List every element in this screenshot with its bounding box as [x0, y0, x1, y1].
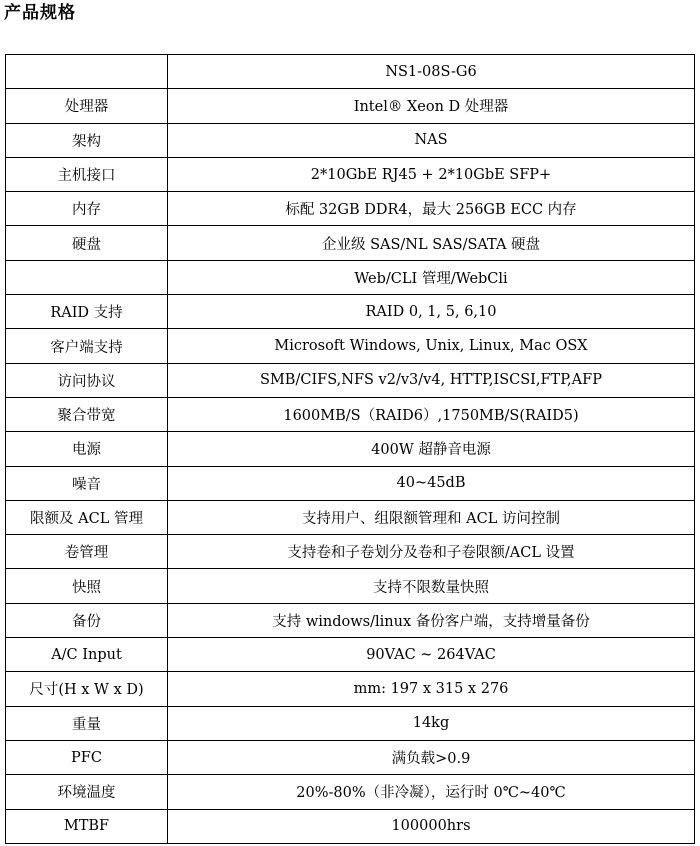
spec-value: NS1-08S-G6: [168, 55, 695, 89]
spec-label: MTBF: [6, 809, 168, 843]
spec-value: 2*10GbE RJ45 + 2*10GbE SFP+: [168, 157, 695, 191]
spec-row: [6, 123, 695, 157]
spec-value: mm: 197 x 315 x 276: [168, 672, 695, 706]
spec-value: 20%-80%（非冷凝），运行时 0℃~40℃: [168, 775, 695, 809]
spec-label: 处理器: [6, 89, 168, 123]
spec-label: 电源: [6, 432, 168, 466]
spec-label: 环境温度: [6, 775, 168, 809]
spec-value: 支持用户、组限额管理和 ACL 访问控制: [168, 500, 695, 534]
spec-table-body: [6, 55, 695, 844]
spec-row: [6, 500, 695, 534]
spec-value: 标配 32GB DDR4，最大 256GB ECC 内存: [168, 192, 695, 226]
spec-label: RAID 支持: [6, 295, 168, 329]
spec-label: 架构: [6, 123, 168, 157]
spec-label: 限额及 ACL 管理: [6, 500, 168, 534]
spec-value: 1600MB/S（RAID6）,1750MB/S(RAID5): [168, 397, 695, 431]
spec-row: [6, 157, 695, 191]
spec-value: 企业级 SAS/NL SAS/SATA 硬盘: [168, 226, 695, 260]
spec-label: 噪音: [6, 466, 168, 500]
spec-value: 支持 windows/linux 备份客户端，支持增量备份: [168, 603, 695, 637]
spec-value: Microsoft Windows, Unix, Linux, Mac OSX: [168, 329, 695, 363]
spec-label: PFC: [6, 740, 168, 774]
spec-label: [6, 260, 168, 294]
spec-row: [6, 809, 695, 843]
spec-row: [6, 89, 695, 123]
spec-value: 100000hrs: [168, 809, 695, 843]
spec-row: [6, 638, 695, 672]
spec-value: 14kg: [168, 706, 695, 740]
spec-row: [6, 226, 695, 260]
spec-value: 支持卷和子卷划分及卷和子卷限额/ACL 设置: [168, 535, 695, 569]
spec-row: [6, 397, 695, 431]
spec-row: [6, 740, 695, 774]
spec-row: [6, 672, 695, 706]
spec-value: 支持不限数量快照: [168, 569, 695, 603]
spec-table: [5, 54, 695, 844]
spec-row: [6, 260, 695, 294]
spec-row: [6, 706, 695, 740]
spec-row: [6, 329, 695, 363]
spec-row: [6, 775, 695, 809]
spec-label: [6, 55, 168, 89]
spec-label: 主机接口: [6, 157, 168, 191]
spec-label: 快照: [6, 569, 168, 603]
spec-row: [6, 192, 695, 226]
spec-value: SMB/CIFS,NFS v2/v3/v4, HTTP,ISCSI,FTP,AFP: [168, 363, 695, 397]
spec-label: 卷管理: [6, 535, 168, 569]
spec-row: [6, 603, 695, 637]
spec-row: [6, 55, 695, 89]
spec-value: Web/CLI 管理/WebCli: [168, 260, 695, 294]
spec-label: 聚合带宽: [6, 397, 168, 431]
spec-row: [6, 432, 695, 466]
spec-label: 重量: [6, 706, 168, 740]
spec-label: 客户端支持: [6, 329, 168, 363]
spec-value: 90VAC ~ 264VAC: [168, 638, 695, 672]
spec-row: [6, 466, 695, 500]
spec-value: 400W 超静音电源: [168, 432, 695, 466]
page-heading: 产品规格: [4, 3, 76, 23]
spec-label: 硬盘: [6, 226, 168, 260]
spec-value: 40~45dB: [168, 466, 695, 500]
spec-row: [6, 295, 695, 329]
spec-row: [6, 535, 695, 569]
spec-value: RAID 0, 1, 5, 6,10: [168, 295, 695, 329]
spec-label: A/C Input: [6, 638, 168, 672]
spec-value: 满负载>0.9: [168, 740, 695, 774]
spec-row: [6, 569, 695, 603]
spec-value: NAS: [168, 123, 695, 157]
spec-label: 尺寸(H x W x D): [6, 672, 168, 706]
spec-label: 内存: [6, 192, 168, 226]
spec-label: 访问协议: [6, 363, 168, 397]
spec-label: 备份: [6, 603, 168, 637]
spec-row: [6, 363, 695, 397]
spec-value: Intel® Xeon D 处理器: [168, 89, 695, 123]
